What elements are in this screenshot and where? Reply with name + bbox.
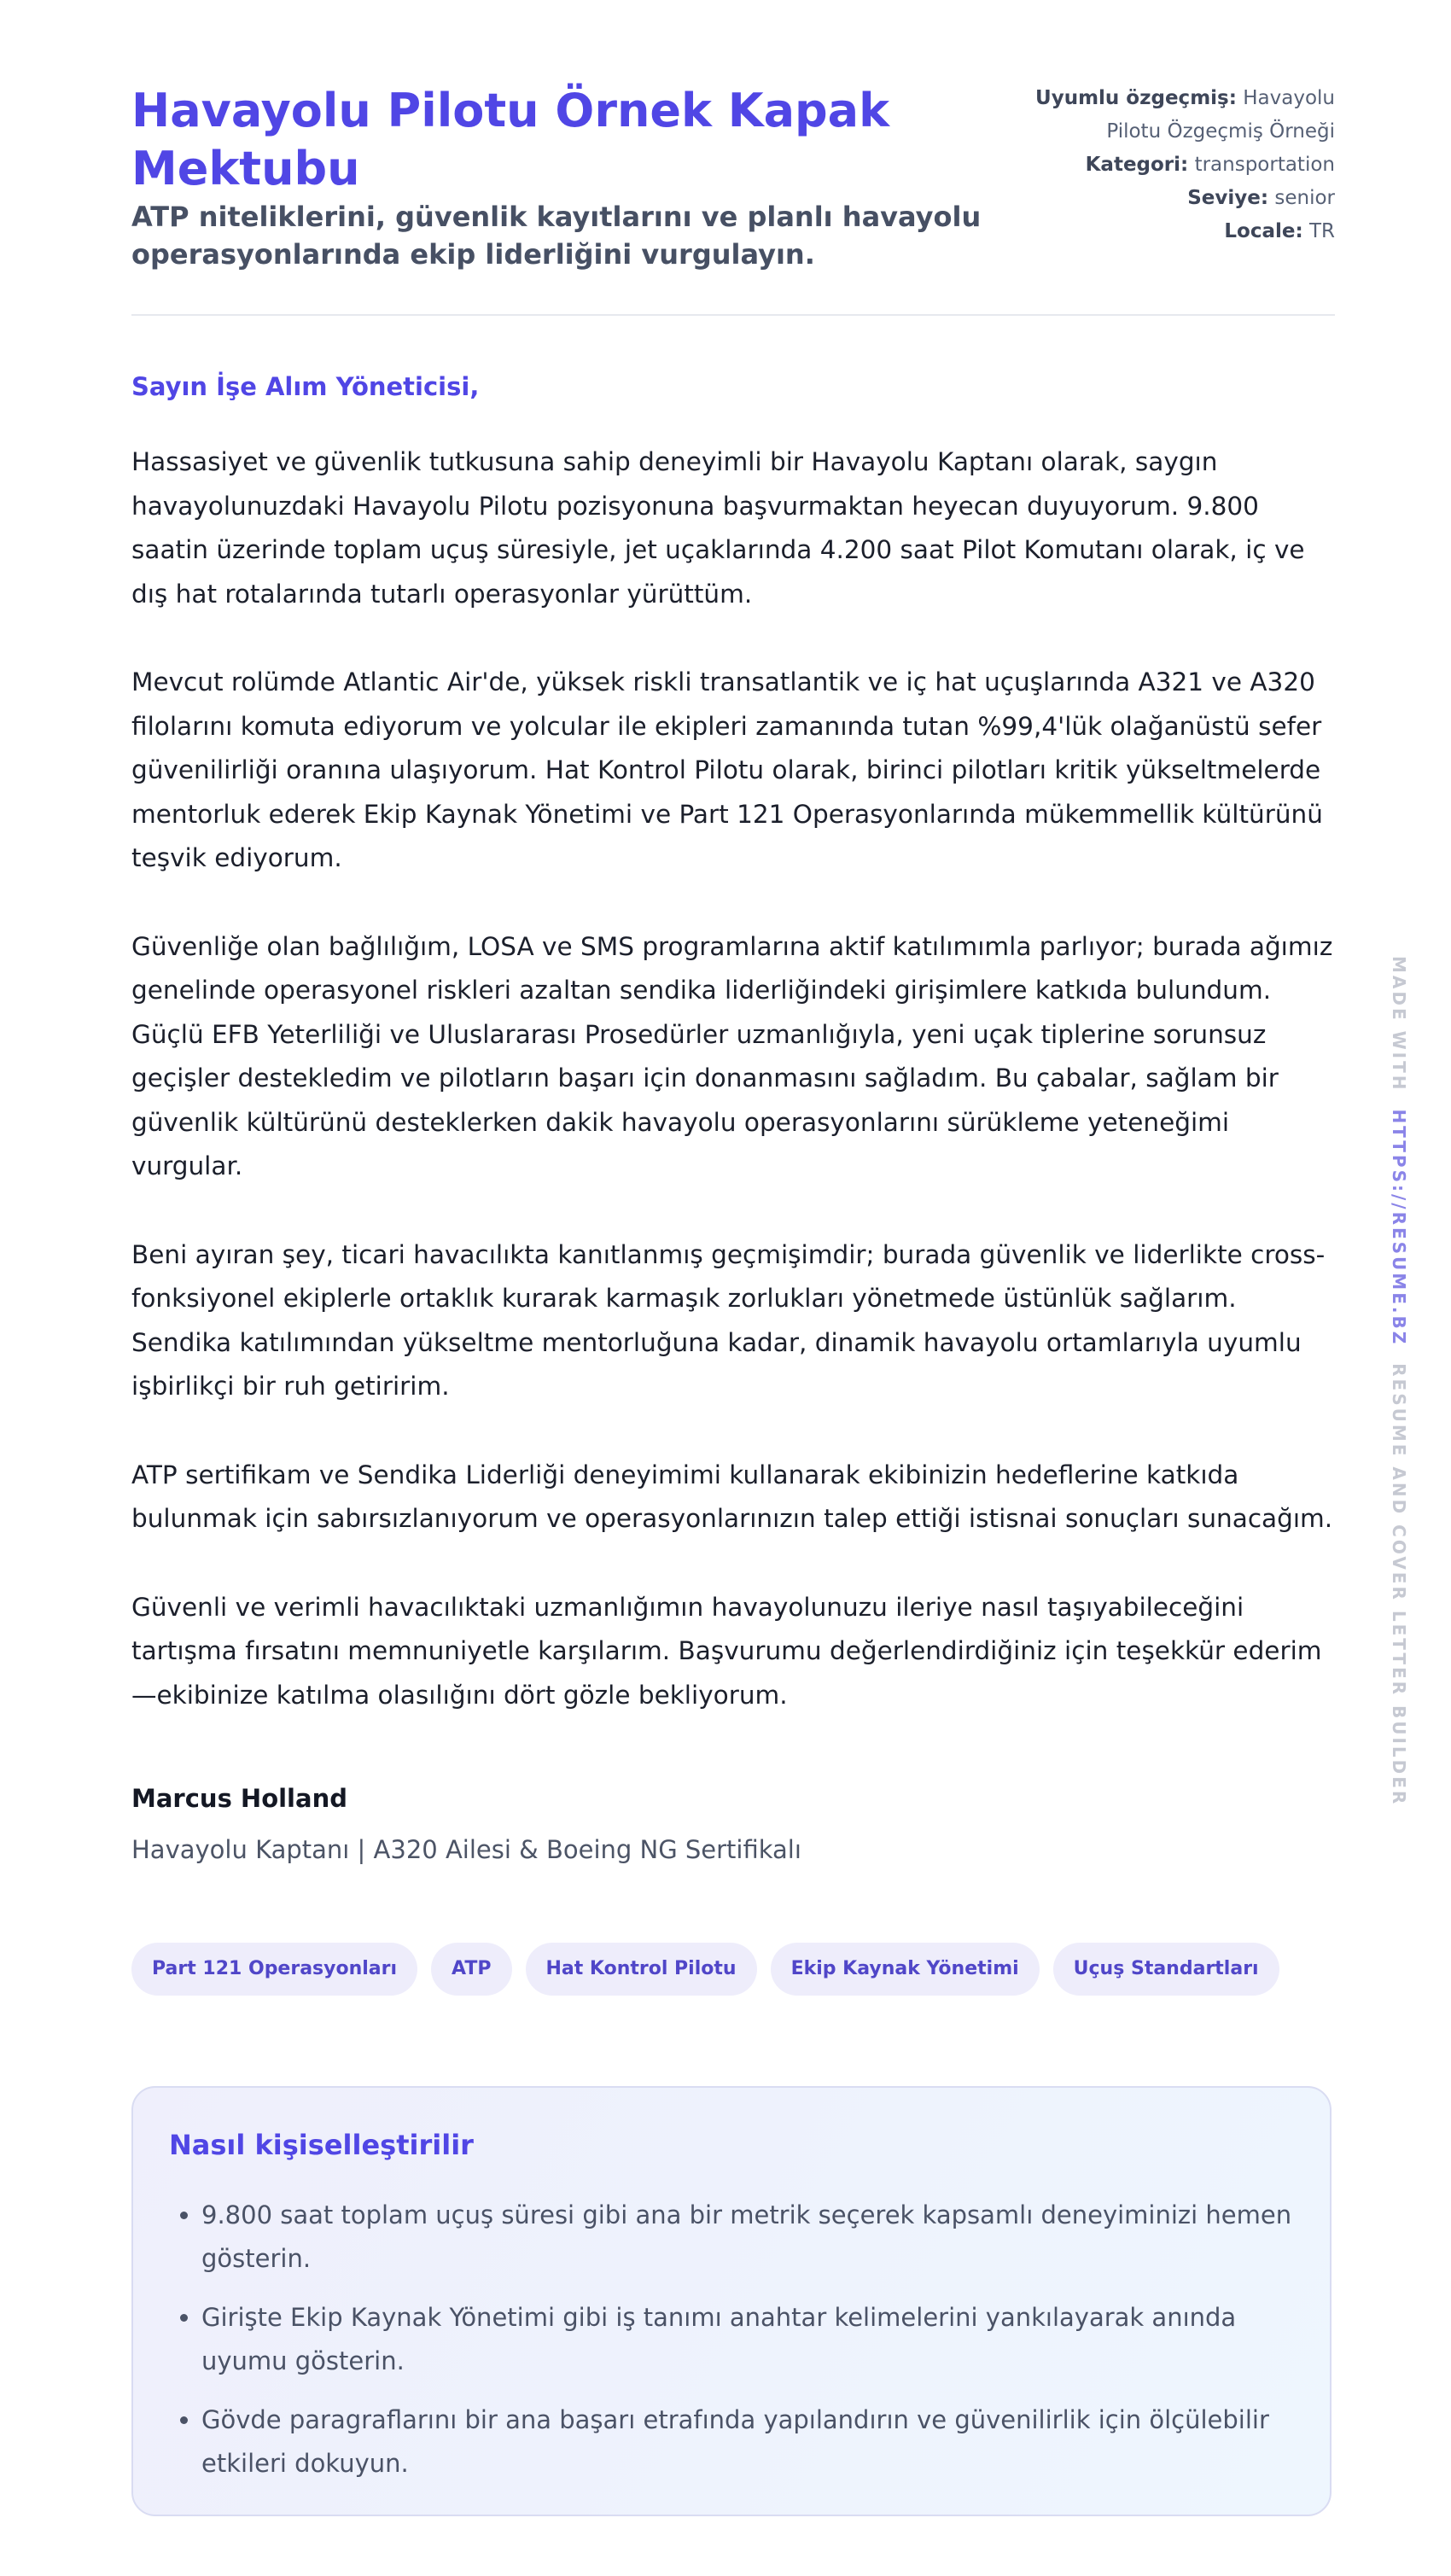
keyword-tag: Uçuş Standartları [1053, 1943, 1279, 1996]
page-subtitle: ATP niteliklerini, güvenlik kayıtlarını ve planlı havayolu operasyonlarında ekip liderliğini vurgulayın. [131, 201, 982, 271]
keyword-tag: Hat Kontrol Pilotu [526, 1943, 757, 1996]
signature-name: Marcus Holland [131, 1784, 347, 1813]
salutation: Sayın İşe Alım Yöneticisi, [131, 372, 480, 401]
meta-value: transportation [1194, 154, 1335, 176]
made-with-watermark [1389, 956, 1409, 1806]
meta-key: Seviye: [1187, 187, 1269, 209]
letter-paragraph: Güvenliğe olan bağlılığım, LOSA ve SMS programlarına aktif katılımımla parlıyor; burada ağımız genelinde operasyonel riskleri azaltan sendika liderliğindeki girişimlere katkıda bulundum. Güçlü EFB Yeterliliği ve Uluslararası Prosedürler uzmanlığıyla, yeni uçak tiplerine sorunsuz geçişler destekledim ve pilotların başarı için donanmasını sağladım. Bu çabalar, sağlam bir güvenlik kültürünü desteklerken dakik havayolu operasyonlarını sürükleme yeteneğimi vurgular. [131, 931, 1333, 1180]
meta-key: Uyumlu özgeçmiş: [1035, 87, 1237, 109]
letter-body [131, 440, 1335, 1762]
meta-key: Kategori: [1085, 154, 1189, 176]
meta-key: Locale: [1224, 220, 1303, 242]
keyword-tags [131, 1943, 1279, 1996]
tips-title: Nasıl kişiselleştirilir [169, 2129, 474, 2161]
meta-row-category [1011, 149, 1335, 182]
customization-tips-box [131, 2086, 1332, 2516]
meta-value: senior [1274, 187, 1335, 209]
letter-paragraph: Beni ayıran şey, ticari havacılıkta kanıtlanmış geçmişimdir; burada güvenlik ve liderlikte cross-fonksiyonel ekiplerle ortaklık kurarak karmaşık zorlukları yönetmede üstünlük sağlarım. Sendika katılımından yükseltme mentorluğuna kadar, dinamik havayolu ortamlarıyla uyumlu işbirlikçi bir ruh getiririm. [131, 1239, 1326, 1401]
keyword-tag: ATP [431, 1943, 511, 1996]
resume-bz-link[interactable]: HTTPS://RESUME.BZ [1389, 1109, 1409, 1347]
keyword-tag: Part 121 Operasyonları [131, 1943, 417, 1996]
watermark-prefix: MADE WITH [1389, 956, 1409, 1093]
tip-item: • 9.800 saat toplam uçuş süresi gibi ana bir metrik seçerek kapsamlı deneyiminizi hemen gösterin. [201, 2194, 1311, 2281]
letter-paragraph: Mevcut rolümde Atlantic Air'de, yüksek riskli transatlantik ve iç hat uçuşlarında A321 ve A320 filolarını komuta ediyorum ve yolcular ile ekipleri zamanında tutan %99,4'lük olağanüstü sefer güvenilirliği oranına ulaşıyorum. Hat Kontrol Pilotu olarak, birinci pilotları kritik yükseltmelerde mentorluk ederek Ekip Kaynak Yönetimi ve Part 121 Operasyonlarında mükemmellik kültürünü teşvik ediyorum. [131, 667, 1323, 872]
keyword-tag: Ekip Kaynak Yönetimi [771, 1943, 1040, 1996]
tip-item: • Gövde paragraflarını bir ana başarı etrafında yapılandırın ve güvenilirlik için ölçülebilir etkileri dokuyun. [201, 2398, 1311, 2486]
meta-value: TR [1308, 220, 1335, 242]
letter-paragraph: ATP sertifikam ve Sendika Liderliği deneyimimi kullanarak ekibinizin hedeflerine katkıda bulunmak için sabırsızlanıyorum ve operasyonlarınızın talep ettiği istisnai sonuçları sunacağım. [131, 1460, 1333, 1533]
tips-list [169, 2194, 1311, 2501]
meta-row-resume [1011, 82, 1335, 149]
page-title: Havayolu Pilotu Örnek Kapak Mektubu [131, 84, 890, 195]
signature-title: Havayolu Kaptanı | A320 Ailesi & Boeing NG Sertifikalı [131, 1835, 801, 1864]
tip-item: • Girişte Ekip Kaynak Yönetimi gibi iş tanımı anahtar kelimelerini yankılayarak anında uyumu gösterin. [201, 2296, 1311, 2383]
watermark-suffix: RESUME AND COVER LETTER BUILDER [1389, 1363, 1409, 1807]
meta-row-level [1011, 182, 1335, 215]
cover-letter-page [131, 0, 1335, 2478]
header [131, 0, 1335, 316]
meta-value: Havayolu Pilotu Özgeçmiş Örneği [1106, 87, 1335, 143]
meta-row-locale [1011, 215, 1335, 248]
meta-info [1011, 82, 1335, 248]
letter-paragraph: Güvenli ve verimli havacılıktaki uzmanlığımın havayolunuzu ileriye nasıl taşıyabileceğini tartışma fırsatını memnuniyetle karşılarım. Başvurumu değerlendirdiğiniz için teşekkür ederim—ekibinize katılma olasılığını dört gözle bekliyorum. [131, 1592, 1322, 1710]
letter-paragraph: Hassasiyet ve güvenlik tutkusuna sahip deneyimli bir Havayolu Kaptanı olarak, saygın havayolunuzdaki Havayolu Pilotu pozisyonuna başvurmaktan heyecan duyuyorum. 9.800 saatin üzerinde toplam uçuş süresiyle, jet uçaklarında 4.200 saat Pilot Komutanı olarak, iç ve dış hat rotalarında tutarlı operasyonlar yürüttüm. [131, 447, 1305, 609]
